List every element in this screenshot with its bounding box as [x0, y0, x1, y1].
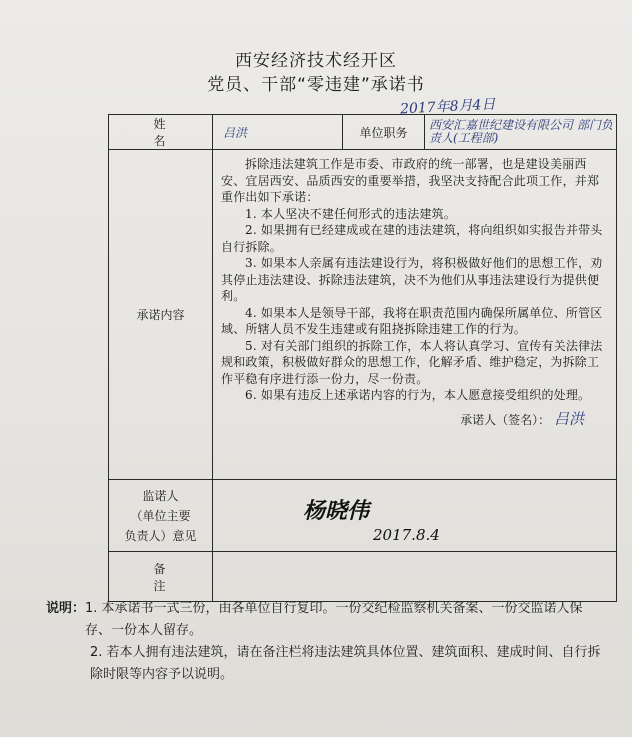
supervisor-opinion	[213, 480, 617, 552]
supervisor-label-line3: 负责人）意见	[124, 528, 197, 543]
signature-line	[221, 408, 608, 429]
remark-field	[213, 552, 617, 602]
commitment-item-5: 5. 对有关部门组织的拆除工作，本人将认真学习、宣传有关法律法规和政策，积极做好群众的思想工作，化解矛盾、维护稳定，为拆除工作平稳有序进行添一份力，尽一份责。	[221, 338, 603, 386]
name-label: 姓 名	[109, 115, 213, 150]
commitment-item-2: 2. 如果拥有已经建成或在建的违法建筑，将向组织如实报告并带头自行拆除。	[221, 223, 603, 254]
handwritten-signature: 吕洪	[553, 409, 584, 428]
supervisor-label	[109, 480, 213, 552]
document-title-line2: 党员、干部“零违建”承诺书	[207, 75, 425, 95]
commitment-form-table	[108, 114, 617, 602]
notes-section	[46, 598, 606, 686]
commitment-content-label: 承诺内容	[109, 150, 213, 480]
commitment-item-3: 3. 如果本人亲属有违法建设行为，将积极做好他们的思想工作，劝其停止违法建设、拆除违法建筑，决不为他们从事违法建设行为提供便利。	[221, 256, 603, 303]
supervisor-label-line2: （单位主要	[130, 508, 191, 523]
commitment-item-1: 1. 本人坚决不建任何形式的违法建筑。	[245, 206, 457, 221]
signature-label: 承诺人（签名）：	[460, 412, 551, 427]
note-item-2: 2. 若本人拥有违法建筑，请在备注栏将违法建筑具体位置、建筑面积、建成时间、自行拆除时限等内容予以说明。	[90, 645, 601, 682]
document-title-line1: 西安经济技术经开区	[235, 51, 397, 71]
note-row-1	[46, 598, 606, 642]
commitment-intro: 拆除违法建筑工作是市委、市政府的统一部署，也是建设美丽西安、宜居西安、品质西安的重要举措，我坚决支持配合此项工作，并郑重作出如下承诺：	[221, 157, 600, 204]
commitment-item-4: 4. 如果本人是领导干部，我将在职责范围内确保所属单位、所管区域、所辖人员不发生违建或有阻挠拆除违建工作的行为。	[221, 305, 603, 336]
supervisor-date: 2017.8.4	[373, 526, 440, 544]
remark-label: 备 注	[109, 552, 213, 602]
supervisor-signature: 杨晓伟	[303, 498, 370, 524]
note-item-1: 1. 本承诺书一式三份，由各单位自行复印。一份交纪检监察机关备案、一份交监诺人保存、一份本人留存。	[85, 601, 583, 638]
notes-label: 说明：	[46, 601, 86, 616]
unit-position-label: 单位职务	[343, 115, 425, 150]
supervisor-label-line1: 监诺人	[142, 488, 179, 503]
unit-position-value: 西安汇嘉世纪建设有限公司 部门负责人(工程部)	[425, 115, 617, 150]
commitment-content	[213, 150, 617, 480]
name-value: 吕洪	[213, 115, 343, 150]
handwritten-date: 2017年8月4日	[399, 96, 496, 118]
commitment-item-6: 6. 如果有违反上述承诺内容的行为，本人愿意接受组织的处理。	[245, 388, 591, 402]
